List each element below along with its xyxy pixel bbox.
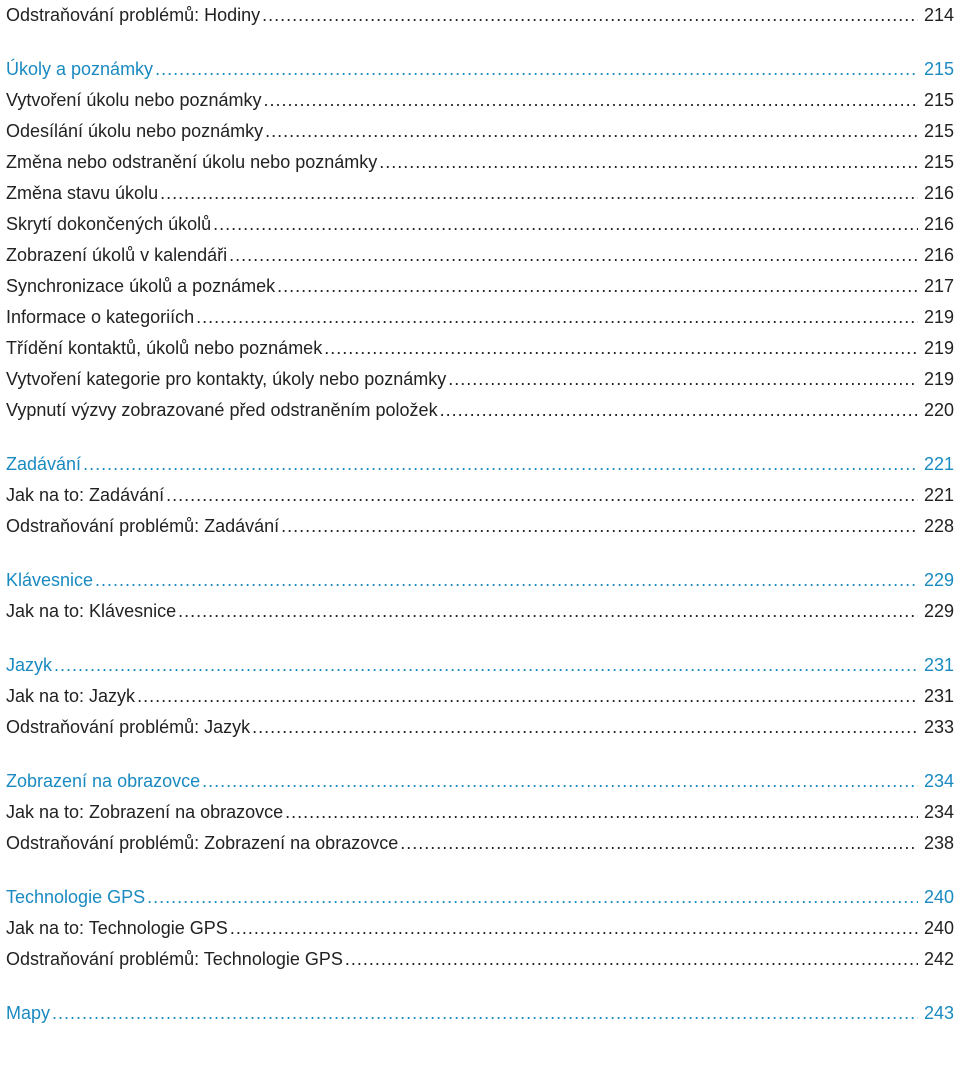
page-number: 219	[923, 338, 954, 358]
entry-title: Odstraňování problémů: Zobrazení na obrazovce	[6, 833, 399, 853]
dot-leader	[277, 271, 918, 302]
toc-entry-link[interactable]	[6, 364, 954, 395]
entry-title: Jak na to: Zobrazení na obrazovce	[6, 802, 284, 822]
toc-chapter-link[interactable]	[6, 998, 954, 1029]
dot-leader	[178, 596, 918, 627]
toc-entry-link[interactable]	[6, 147, 954, 178]
dot-leader	[213, 209, 918, 240]
toc-chapter-link[interactable]	[6, 882, 954, 913]
entry-title: Jak na to: Jazyk	[6, 686, 136, 706]
chapter-title: Technologie GPS	[6, 887, 146, 907]
entry-title: Jak na to: Technologie GPS	[6, 918, 228, 938]
page-number: 216	[923, 183, 954, 203]
chapter-title: Klávesnice	[6, 570, 94, 590]
dot-leader	[448, 364, 918, 395]
toc-entry-link[interactable]	[6, 395, 954, 426]
page-number: 233	[923, 717, 954, 737]
entry-title: Synchronizace úkolů a poznámek	[6, 276, 276, 296]
toc-section	[6, 882, 954, 975]
toc-entry-link[interactable]	[6, 116, 954, 147]
toc-entry-link[interactable]	[6, 209, 954, 240]
entry-title: Odstraňování problémů: Technologie GPS	[6, 949, 343, 969]
toc-entry-link[interactable]	[6, 511, 954, 542]
dot-leader	[230, 913, 918, 944]
entry-title: Jak na to: Klávesnice	[6, 601, 177, 621]
toc-chapter-link[interactable]	[6, 766, 954, 797]
dot-leader	[252, 712, 918, 743]
dot-leader	[52, 998, 918, 1029]
toc-entry-link[interactable]	[6, 333, 954, 364]
toc-entry-link[interactable]	[6, 913, 954, 944]
toc-chapter-link[interactable]	[6, 54, 954, 85]
page-number: 240	[923, 918, 954, 938]
toc-chapter-link[interactable]	[6, 650, 954, 681]
toc-entry-link[interactable]	[6, 797, 954, 828]
toc-section	[6, 0, 954, 31]
chapter-title: Zadávání	[6, 454, 82, 474]
page-number: 215	[923, 90, 954, 110]
page-number: 229	[923, 601, 954, 621]
page-number: 242	[923, 949, 954, 969]
page-number: 215	[923, 121, 954, 141]
toc-entry-link[interactable]	[6, 944, 954, 975]
dot-leader	[285, 797, 918, 828]
entry-title: Změna stavu úkolu	[6, 183, 159, 203]
page-number: 240	[923, 887, 954, 907]
entry-title: Skrytí dokončených úkolů	[6, 214, 212, 234]
toc-entry-link[interactable]	[6, 0, 954, 31]
toc-entry-link[interactable]	[6, 85, 954, 116]
dot-leader	[166, 480, 918, 511]
dot-leader	[265, 116, 918, 147]
dot-leader	[202, 766, 918, 797]
entry-title: Vypnutí výzvy zobrazované před odstraněním položek	[6, 400, 438, 420]
toc-section	[6, 766, 954, 859]
entry-title: Změna nebo odstranění úkolu nebo poznámky	[6, 152, 378, 172]
entry-title: Odstraňování problémů: Jazyk	[6, 717, 251, 737]
page-number: 219	[923, 307, 954, 327]
page-number: 228	[923, 516, 954, 536]
entry-title: Jak na to: Zadávání	[6, 485, 165, 505]
toc-entry-link[interactable]	[6, 681, 954, 712]
toc-section	[6, 998, 954, 1029]
toc-section	[6, 54, 954, 426]
page-number: 234	[923, 771, 954, 791]
entry-title: Vytvoření kategorie pro kontakty, úkoly nebo poznámky	[6, 369, 447, 389]
entry-title: Odstraňování problémů: Zadávání	[6, 516, 280, 536]
toc-section	[6, 565, 954, 627]
dot-leader	[229, 240, 918, 271]
entry-title: Třídění kontaktů, úkolů nebo poznámek	[6, 338, 323, 358]
entry-title: Zobrazení úkolů v kalendáři	[6, 245, 228, 265]
toc-entry-link[interactable]	[6, 178, 954, 209]
dot-leader	[137, 681, 918, 712]
toc-entry-link[interactable]	[6, 480, 954, 511]
page-number: 231	[923, 655, 954, 675]
chapter-title: Mapy	[6, 1003, 51, 1023]
dot-leader	[281, 511, 918, 542]
page-number: 220	[923, 400, 954, 420]
entry-title: Odesílání úkolu nebo poznámky	[6, 121, 264, 141]
page-number: 217	[923, 276, 954, 296]
dot-leader	[83, 449, 918, 480]
dot-leader	[262, 0, 918, 31]
dot-leader	[379, 147, 918, 178]
chapter-title: Zobrazení na obrazovce	[6, 771, 201, 791]
dot-leader	[155, 54, 918, 85]
dot-leader	[95, 565, 918, 596]
page-number: 234	[923, 802, 954, 822]
page-number: 215	[923, 59, 954, 79]
toc-entry-link[interactable]	[6, 271, 954, 302]
chapter-title: Úkoly a poznámky	[6, 59, 154, 79]
entry-title: Odstraňování problémů: Hodiny	[6, 5, 261, 25]
dot-leader	[54, 650, 918, 681]
dot-leader	[345, 944, 918, 975]
dot-leader	[400, 828, 918, 859]
toc-entry-link[interactable]	[6, 302, 954, 333]
dot-leader	[440, 395, 918, 426]
page-number: 221	[923, 485, 954, 505]
page-number: 238	[923, 833, 954, 853]
toc-entry-link[interactable]	[6, 828, 954, 859]
page-number: 214	[923, 5, 954, 25]
page-number: 229	[923, 570, 954, 590]
page-number: 231	[923, 686, 954, 706]
table-of-contents	[6, 0, 954, 1029]
toc-chapter-link[interactable]	[6, 565, 954, 596]
toc-entry-link[interactable]	[6, 240, 954, 271]
page-number: 221	[923, 454, 954, 474]
dot-leader	[263, 85, 918, 116]
dot-leader	[147, 882, 918, 913]
page-number: 243	[923, 1003, 954, 1023]
page-number: 216	[923, 245, 954, 265]
dot-leader	[324, 333, 918, 364]
toc-section	[6, 650, 954, 743]
toc-section	[6, 449, 954, 542]
page-number: 216	[923, 214, 954, 234]
dot-leader	[196, 302, 918, 333]
page-number: 215	[923, 152, 954, 172]
toc-entry-link[interactable]	[6, 596, 954, 627]
dot-leader	[160, 178, 918, 209]
entry-title: Informace o kategoriích	[6, 307, 195, 327]
entry-title: Vytvoření úkolu nebo poznámky	[6, 90, 262, 110]
chapter-title: Jazyk	[6, 655, 53, 675]
toc-chapter-link[interactable]	[6, 449, 954, 480]
page-number: 219	[923, 369, 954, 389]
toc-entry-link[interactable]	[6, 712, 954, 743]
